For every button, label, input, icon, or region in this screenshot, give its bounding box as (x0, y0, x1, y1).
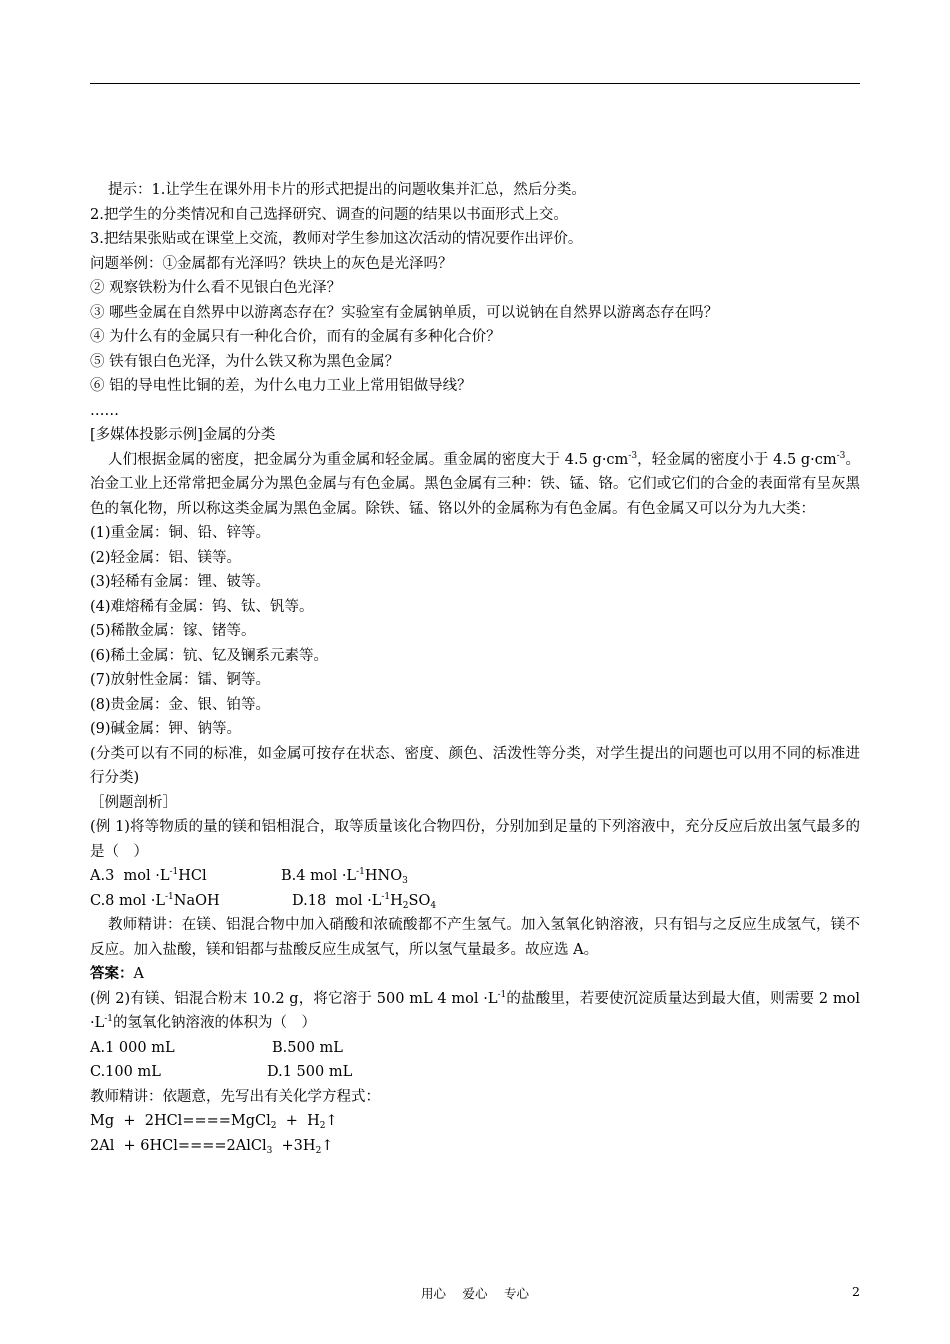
option-b: B.4 mol $\cdot L^{-1}HNO_3$ (281, 867, 408, 886)
header-rule (90, 83, 860, 84)
question-line-4: ④ 为什么有的金属只有一种化合价，而有的金属有多种化合价？ (90, 329, 501, 345)
list-item: (7)放射性金属：镭、锕等。 (90, 672, 271, 688)
example-2-options-cd (90, 1060, 860, 1085)
page-number: 2 (852, 1284, 860, 1299)
examples-heading: ［例题剖析］ (90, 794, 177, 811)
example-1-explanation: 教师精讲：在镁、铝混合物中加入硝酸和浓硫酸都不产生氢气。加入氢氧化钠溶液，只有铝与之反应生成氢气，镁不反应。加入盐酸，镁和铝都与盐酸反应生成氢气，所以氢气量最多。故应选 A。 (90, 917, 860, 958)
example-2-question: (例 2)有镁、铝混合粉末 10.2 g，将它溶于 500 mL 4 mol $\cdot L^{-1}$的盐酸里，若要使沉淀质量达到最大值，则需要 2 mol $\cdot L^{-1}$的氢氧化钠溶液的体积为（ ） (90, 989, 860, 1031)
list-item: (5)稀散金属：镓、锗等。 (90, 623, 256, 639)
document-body (90, 178, 860, 1158)
hint-line-3: 3.把结果张贴或在课堂上交流，教师对学生参加这次活动的情况要作出评价。 (90, 231, 583, 247)
option-c: C.100 mL (90, 1064, 161, 1080)
example-2-options-ab (90, 1036, 860, 1061)
list-item: (3)轻稀有金属：锂、铍等。 (90, 574, 271, 590)
example-1-options-ab (90, 864, 860, 889)
equation-2: 2Al + 6HCl====2AlCl$_3$ $+3H_2↑$ (90, 1137, 334, 1156)
classification-heading: [多媒体投影示例]金属的分类 (90, 427, 276, 443)
hint-line-1: 提示：1.让学生在课外用卡片的形式把提出的问题收集并汇总，然后分类。 (108, 182, 586, 198)
option-c: C.8 mol $\cdot L^{-1}NaOH$ (90, 891, 220, 909)
example-1-answer: 答案：A (90, 965, 144, 982)
option-b: B.500 mL (272, 1039, 343, 1056)
list-item: (1)重金属：铜、铅、锌等。 (90, 525, 271, 541)
question-line-5: ⑤ 铁有银白色光泽，为什么铁又称为黑色金属？ (90, 353, 400, 370)
question-line-6: ⑥ 铝的导电性比铜的差，为什么电力工业上常用铝做导线？ (90, 378, 472, 394)
option-a: A.3 mol $\cdot L^{-1}HCl$ (90, 867, 207, 884)
footer-motto: 用心 爱心 专心 (421, 1286, 529, 1301)
option-d: D.1 500 mL (267, 1064, 353, 1080)
question-line-2: ② 观察铁粉为什么看不见银白色光泽？ (90, 280, 342, 296)
classification-paragraph: 人们根据金属的密度，把金属分为重金属和轻金属。重金属的密度大于 4.5 $g\cdot cm^{-3}$，轻金属的密度小于 4.5 $g\cdot cm^{-3}$。冶金工业上还常常把金属分为黑色金属与有色金属。黑色金属有三种：铁、锰、铬。它们或它们的合金的表面常有呈灰黑色的氧化物，所以称这类金属为黑色金属。除铁、锰、铬以外的金属称为有色金属。有色金属又可以分为九大类： (90, 450, 860, 517)
list-item: (4)难熔稀有金属：钨、钛、钒等。 (90, 598, 314, 615)
list-item: (2)轻金属：铝、镁等。 (90, 549, 242, 566)
list-item: (9)碱金属：钾、钠等。 (90, 721, 242, 737)
equation-1: Mg + 2HCl====MgCl$_2$ + $H_2↑$ (90, 1113, 338, 1131)
question-line-3: ③ 哪些金属在自然界中以游离态存在？实验室有金属钠单质，可以说钠在自然界以游离态存在吗？ (90, 304, 719, 321)
list-item: (8)贵金属：金、银、铂等。 (90, 696, 271, 713)
hint-line-2: 2.把学生的分类情况和自己选择研究、调查的问题的结果以书面形式上交。 (90, 206, 568, 223)
classification-note: (分类可以有不同的标准，如金属可按存在状态、密度、颜色、活泼性等分类，对学生提出的问题也可以用不同的标准进行分类) (90, 745, 860, 786)
question-line-1: 问题举例：①金属都有光泽吗？铁块上的灰色是光泽吗？ (90, 255, 453, 272)
example-1-question: (例 1)将等物质的量的镁和铝相混合，取等质量该化合物四份，分别加到足量的下列溶液中，充分反应后放出氢气最多的是（ ） (90, 819, 860, 860)
example-1-options-cd (90, 889, 860, 914)
example-2-explanation: 教师精讲：依题意，先写出有关化学方程式： (90, 1088, 380, 1105)
option-d: D.18 mol $\cdot L^{-1}H_2SO_4$ (292, 891, 437, 911)
question-ellipsis: …… (90, 402, 119, 419)
option-a: A.1 000 mL (90, 1039, 175, 1056)
list-item: (6)稀土金属：钪、钇及镧系元素等。 (90, 647, 329, 664)
